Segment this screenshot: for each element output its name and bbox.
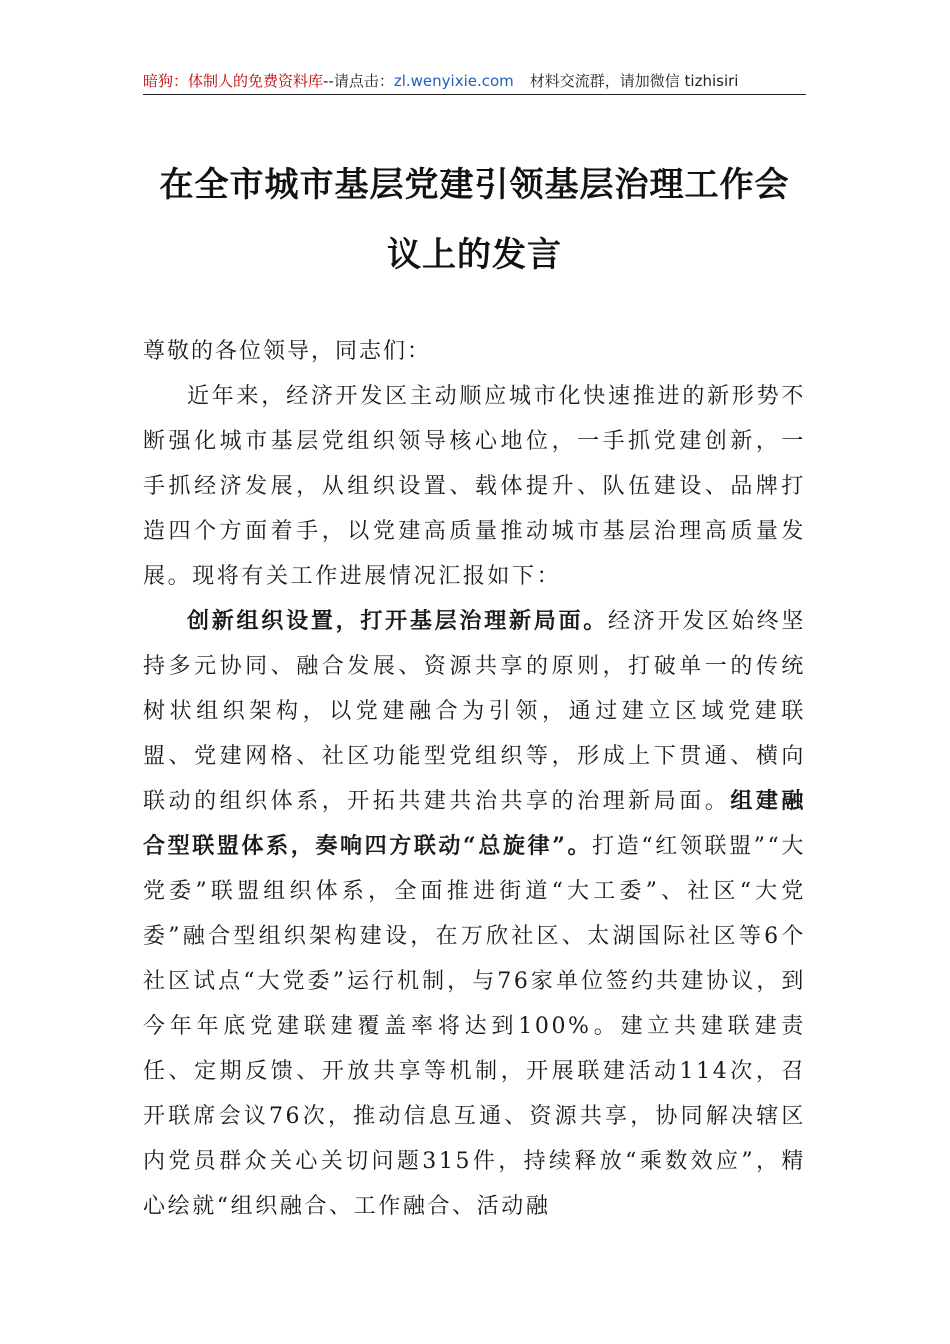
banner-brand: 暗狗：体制人的免费资料库 (143, 72, 324, 90)
source-banner (143, 70, 806, 95)
section-text-2: 打造“红领联盟”“大党委”联盟组织体系，全面推进街道“大工委”、社区“大党委”融合型组织架构建设，在万欣社区、太湖国际社区等6个社区试点“大党委”运行机制，与76家单位签约共建协议，到今年年底党建联建覆盖率将达到100%。建立共建联建责任、定期反馈、开放共享等机制，开展联建活动114次，召开联席会议76次，推动信息互通、资源共享，协同解决辖区内党员群众关心关切问题315件，持续释放“乘数效应”，精心绘就“组织融合、工作融合、活动融 (143, 834, 806, 1219)
paragraph-organization (143, 599, 806, 1229)
subsection-heading: 组建融合型联盟体系，奏响四方联动“总旋律”。 (143, 788, 806, 859)
document-title (143, 150, 806, 290)
title-line-1: 在全市城市基层党建引领基层治理工作会 (159, 165, 790, 205)
title-line-2: 议上的发言 (387, 235, 562, 275)
document-body (143, 374, 806, 1229)
paragraph-intro: 近年来，经济开发区主动顺应城市化快速推进的新形势不断强化城市基层党组织领导核心地位，一手抓党建创新，一手抓经济发展，从组织设置、载体提升、队伍建设、品牌打造四个方面着手，以党建高质量推动城市基层治理高质量发展。现将有关工作进展情况汇报如下： (143, 384, 806, 589)
banner-click-prompt: --请点击： (323, 72, 394, 90)
banner-contact: 材料交流群，请加微信 tizhisiri (529, 72, 739, 90)
salutation: 尊敬的各位领导，同志们： (143, 339, 432, 364)
section-text-1: 经济开发区始终坚持多元协同、融合发展、资源共享的原则，打破单一的传统树状组织架构，以党建融合为引领，通过建立区域党建联盟、党建网格、社区功能型党组织等，形成上下贯通、横向联动的组织体系，开拓共建共治共享的治理新局面。 (143, 609, 806, 814)
section-heading: 创新组织设置，打开基层治理新局面。 (187, 608, 609, 634)
banner-url-link[interactable]: zl.wenyixie.com (393, 72, 514, 90)
